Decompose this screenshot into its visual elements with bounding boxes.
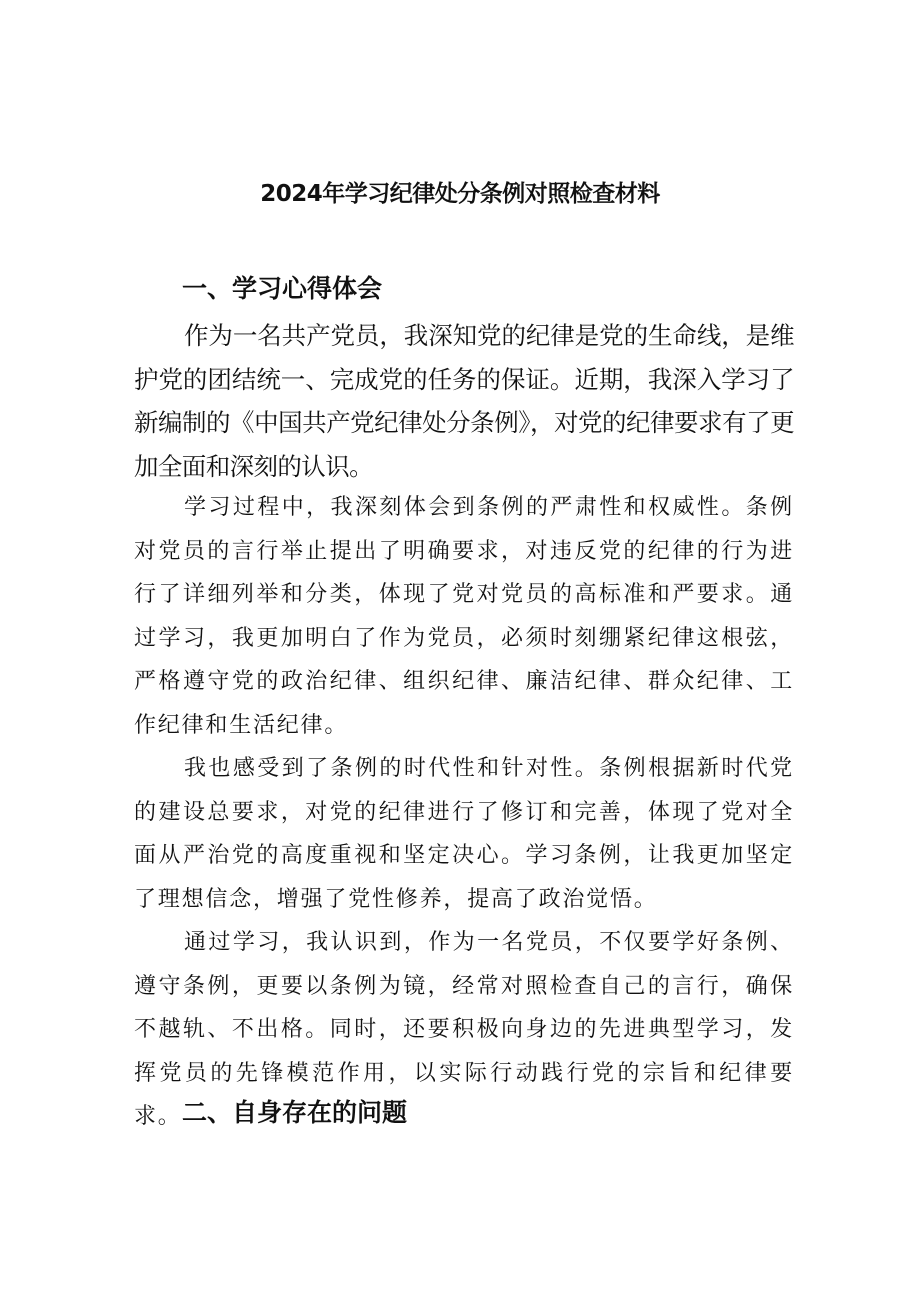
paragraph-intro: 作为一名共产党员，我深知党的纪律是党的生命线，是维护党的团结统一、完成党的任务的保证。近期，我深入学习了新编制的《中国共产党纪律处分条例》，对党的纪律要求有了更加全面和深刻的认识。 <box>134 321 794 481</box>
section-heading-problems: 二、自身存在的问题 <box>182 1098 408 1127</box>
document-title: 2024年学习纪律处分条例对照检查材料 <box>260 181 660 207</box>
paragraph-authority: 学习过程中，我深刻体会到条例的严肃性和权威性。条例对党员的言行举止提出了明确要求，对违反党的纪律的行为进行了详细列举和分类，体现了党对党员的高标准和严要求。通过学习，我更加明白了作为党员，必须时刻绷紧纪律这根弦，严格遵守党的政治纪律、组织纪律、廉洁纪律、群众纪律、工作纪律和生活纪律。 <box>134 495 794 738</box>
paragraph-timeliness: 我也感受到了条例的时代性和针对性。条例根据新时代党的建设总要求，对党的纪律进行了修订和完善，体现了党对全面从严治党的高度重视和坚定决心。学习条例，让我更加坚定了理想信念，增强了党性修养，提高了政治觉悟。 <box>134 756 794 912</box>
section-heading-study: 一、学习心得体会 <box>182 274 383 303</box>
paragraph-awareness: 通过学习，我认识到，作为一名党员，不仅要学好条例、遵守条例，更要以条例为镜，经常对照检查自己的言行，确保不越轨、不出格。同时，还要积极向身边的先进典型学习，发挥党员的先锋模范作用，以实际行动践行党的宗旨和纪律要求。 <box>134 930 794 1129</box>
